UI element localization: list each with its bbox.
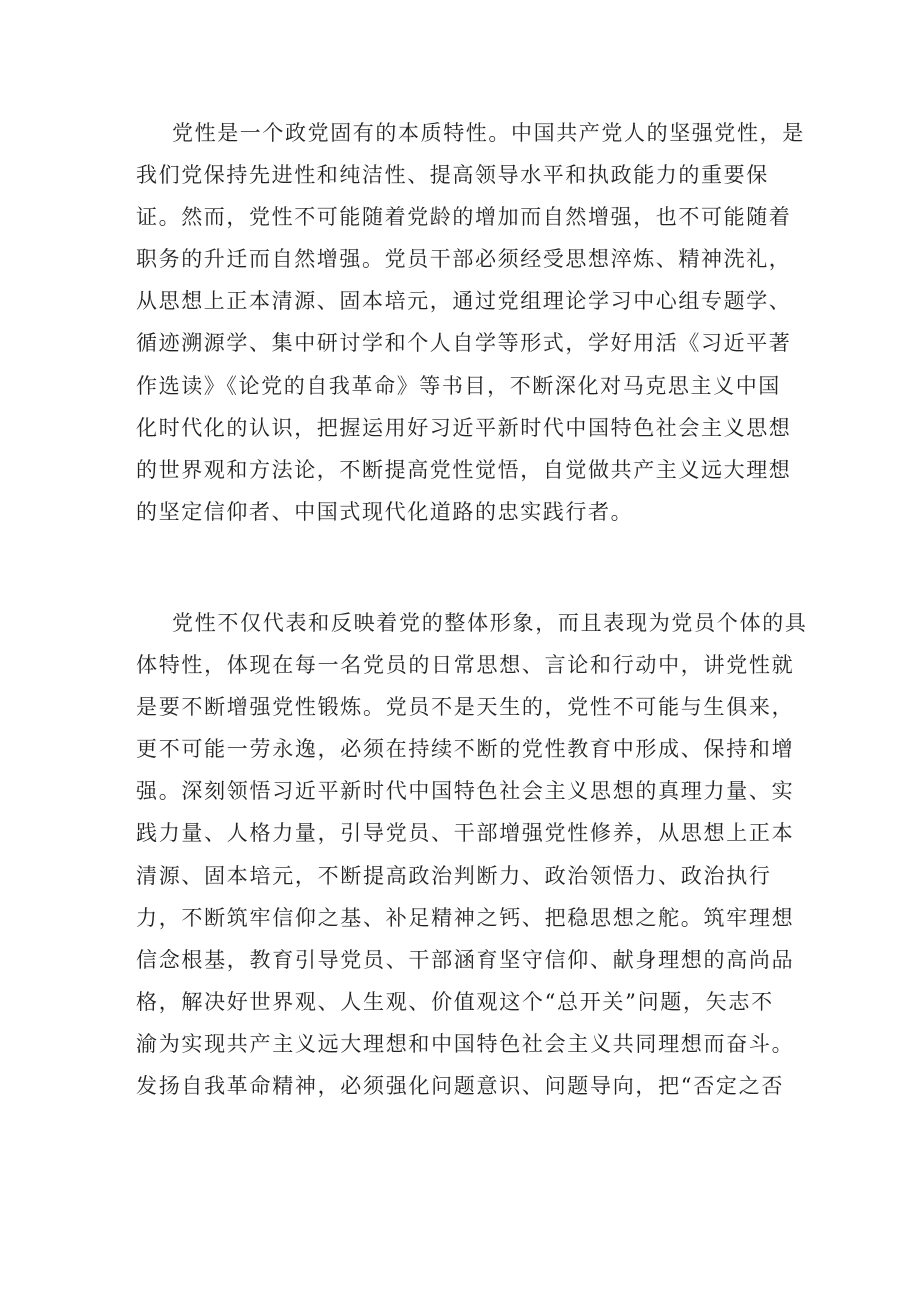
text-line: 强。深刻领悟习近平新时代中国特色社会主义思想的真理力量、实	[136, 779, 795, 804]
text-line: 信念根基，教育引导党员、干部涵育坚守信仰、献身理想的高尚品	[136, 947, 795, 972]
paragraph-1	[136, 112, 805, 533]
text-line: 体特性，体现在每一名党员的日常思想、言论和行动中，讲党性就	[136, 653, 795, 678]
text-line: 证。然而，党性不可能随着党龄的增加而自然增强，也不可能随着	[136, 205, 792, 230]
text-line: 党性不仅代表和反映着党的整体形象，而且表现为党员个体的具	[172, 611, 808, 635]
text-line: 更不可能一劳永逸，必须在持续不断的党性教育中形成、保持和增	[136, 737, 795, 762]
text-line: 职务的升迁而自然增强。党员干部必须经受思想淬炼、精神洗礼，	[136, 247, 792, 272]
text-line: 清源、固本培元，不断提高政治判断力、政治领悟力、政治执行	[136, 863, 772, 888]
text-line: 作选读》《论党的自我革命》等书目，不断深化对马克思主义中国	[136, 373, 781, 398]
text-line: 是要不断增强党性锻炼。党员不是天生的，党性不可能与生俱来，	[136, 695, 795, 720]
text-line: 化时代化的认识，把握运用好习近平新时代中国特色社会主义思想	[136, 415, 792, 440]
text-line: 格，解决好世界观、人生观、价值观这个“总开关”问题，矢志不	[136, 989, 774, 1014]
paragraph-2	[136, 602, 808, 1107]
text-line: 从思想上正本清源、固本培元，通过党组理论学习中心组专题学、	[136, 289, 792, 314]
text-line: 力，不断筑牢信仰之基、补足精神之钙、把稳思想之舵。筑牢理想	[136, 905, 795, 930]
text-line: 发扬自我革命精神，必须强化问题意识、问题导向，把“否定之否	[136, 1074, 785, 1099]
text-line: 践力量、人格力量，引导党员、干部增强党性修养，从思想上正本	[136, 821, 795, 846]
text-line: 党性是一个政党固有的本质特性。中国共产党人的坚强党性，是	[172, 121, 805, 145]
text-line: 的世界观和方法论，不断提高党性觉悟，自觉做共产主义远大理想	[136, 457, 792, 482]
text-line: 我们党保持先进性和纯洁性、提高领导水平和执政能力的重要保	[136, 163, 769, 188]
text-line: 渝为实现共产主义远大理想和中国特色社会主义共同理想而奋斗。	[136, 1031, 795, 1056]
text-line: 的坚定信仰者、中国式现代化道路的忠实践行者。	[136, 499, 634, 524]
text-line: 循迹溯源学、集中研讨学和个人自学等形式，学好用活《习近平著	[136, 331, 792, 356]
